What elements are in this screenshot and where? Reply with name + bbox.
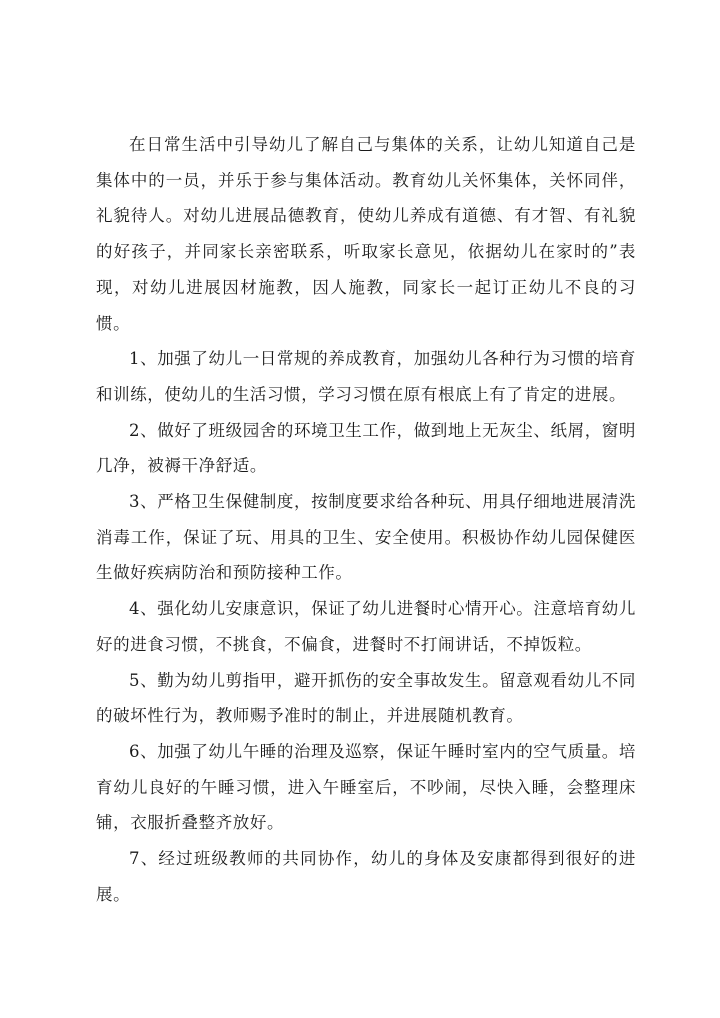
paragraph-item-3: 3、严格卫生保健制度，按制度要求给各种玩、用具仔细地进展清洗消毒工作，保证了玩、用具的卫生、安全使用。积极协作幼儿园保健医生做好疾病防治和预防接种工作。 <box>96 492 636 583</box>
paragraph-item-7: 7、经过班级教师的共同协作，幼儿的身体及安康都得到很好的进展。 <box>96 849 636 904</box>
paragraph-item-2: 2、做好了班级园舍的环境卫生工作，做到地上无灰尘、纸屑，窗明几净，被褥干净舒适。 <box>96 420 636 476</box>
paragraph-item-4: 4、强化幼儿安康意识，保证了幼儿进餐时心情开心。注意培育幼儿好的进食习惯，不挑食，不偏食，进餐时不打闹讲话，不掉饭粒。 <box>96 599 636 654</box>
paragraph-intro: 在日常生活中引导幼儿了解自己与集体的关系，让幼儿知道自己是集体中的一员，并乐于参与集体活动。教育幼儿关怀集体，关怀同伴，礼貌待人。对幼儿进展品德教育，使幼儿养成有道德、有才智、有礼貌的好孩子，并同家长亲密联系，听取家长意见，依据幼儿在家时的”表现，对幼儿进展因材施教，因人施教，同家长一起订正幼儿不良的习惯。 <box>96 135 636 333</box>
paragraph-item-1: 1、加强了幼儿一日常规的养成教育，加强幼儿各种行为习惯的培育和训练，使幼儿的生活习惯，学习习惯在原有根底上有了肯定的进展。 <box>96 349 636 404</box>
paragraph-item-6: 6、加强了幼儿午睡的治理及巡察，保证午睡时室内的空气质量。培育幼儿良好的午睡习惯，进入午睡室后，不吵闹，尽快入睡，会整理床铺，衣服折叠整齐放好。 <box>96 741 636 833</box>
document-body <box>96 127 636 912</box>
paragraph-item-5: 5、勤为幼儿剪指甲，避开抓伤的安全事故发生。留意观看幼儿不同的破坏性行为，教师赐予准时的制止，并进展随机教育。 <box>96 670 636 726</box>
